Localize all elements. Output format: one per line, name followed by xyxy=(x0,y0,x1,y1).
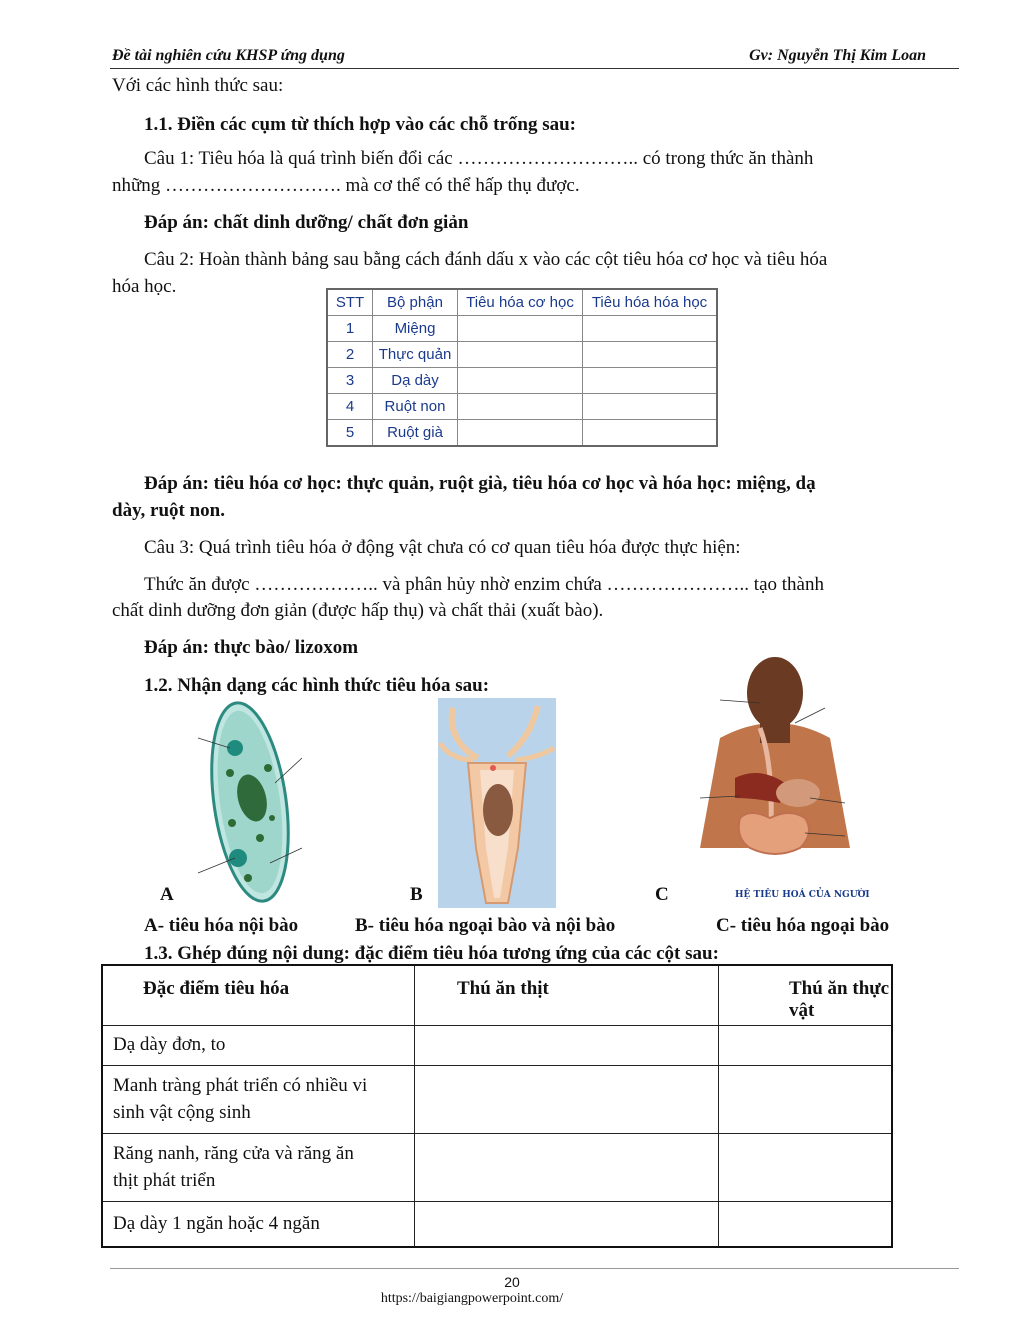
cell-carnivore[interactable] xyxy=(415,1133,719,1201)
col-chemical: Tiêu hóa hóa học xyxy=(583,289,718,316)
cell-herbivore[interactable] xyxy=(719,1133,893,1201)
table-row xyxy=(327,420,717,447)
table-row xyxy=(102,1133,892,1201)
cell-mechanical[interactable] xyxy=(458,368,583,394)
cell-carnivore[interactable] xyxy=(415,1025,719,1065)
cell-mechanical[interactable] xyxy=(458,316,583,342)
cell-organ: Miệng xyxy=(373,316,458,342)
cell-feature: Manh tràng phát triển có nhiều vi sinh vật cộng sinh xyxy=(102,1065,415,1133)
cell-stt: 3 xyxy=(327,368,373,394)
cell-mechanical[interactable] xyxy=(458,420,583,447)
cell-mechanical[interactable] xyxy=(458,394,583,420)
figure-answer-b: B- tiêu hóa ngoại bào và nội bào xyxy=(355,915,616,936)
question-3-answer: Đáp án: thực bào/ lizoxom xyxy=(144,637,359,658)
col-mechanical: Tiêu hóa cơ học xyxy=(458,289,583,316)
table-row xyxy=(102,1065,892,1133)
human-digestive-system-image xyxy=(680,648,870,908)
section-1-2-title: 1.2. Nhận dạng các hình thức tiêu hóa sau: xyxy=(144,675,490,696)
question-2-answer-line-2: dày, ruột non. xyxy=(112,500,225,521)
header-right: Gv: Nguyễn Thị Kim Loan xyxy=(749,47,926,64)
cell-stt: 2 xyxy=(327,342,373,368)
table-row xyxy=(327,316,717,342)
section-1-3-title: 1.3. Ghép đúng nội dung: đặc điểm tiêu hóa tương ứng của các cột sau: xyxy=(144,943,719,964)
col-feature: Đặc điểm tiêu hóa xyxy=(102,965,415,1025)
digestion-table xyxy=(326,288,718,447)
figure-label-b: B xyxy=(410,884,423,905)
cell-herbivore[interactable] xyxy=(719,1065,893,1133)
digestion-table-header xyxy=(327,289,717,316)
footer-url[interactable]: https://baigiangpowerpoint.com/ xyxy=(380,1291,564,1306)
cell-organ: Thực quản xyxy=(373,342,458,368)
cell-carnivore[interactable] xyxy=(415,1065,719,1133)
question-3-line-3: chất dinh dưỡng đơn giản (được hấp thụ) và chất thải (xuất bào). xyxy=(112,600,604,621)
cell-chemical[interactable] xyxy=(583,342,718,368)
cell-chemical[interactable] xyxy=(583,316,718,342)
question-2-line-2: hóa học. xyxy=(112,276,177,297)
col-stt: STT xyxy=(327,289,373,316)
cell-chemical[interactable] xyxy=(583,394,718,420)
header-divider xyxy=(110,68,959,69)
cell-organ: Dạ dày xyxy=(373,368,458,394)
table-row xyxy=(102,1201,892,1247)
cell-herbivore[interactable] xyxy=(719,1201,893,1247)
cell-chemical[interactable] xyxy=(583,368,718,394)
footer-divider xyxy=(110,1268,959,1269)
table-row xyxy=(327,394,717,420)
figure-label-a: A xyxy=(160,884,174,905)
question-1-line-2: những ………………………. mà cơ thể có thể hấp thụ được. xyxy=(112,175,580,196)
cell-feature: Dạ dày 1 ngăn hoặc 4 ngăn xyxy=(102,1201,415,1247)
cell-organ: Ruột non xyxy=(373,394,458,420)
question-2-answer-line-1: Đáp án: tiêu hóa cơ học: thực quản, ruột già, tiêu hóa cơ học và hóa học: miệng, dạ xyxy=(144,473,816,494)
header-left: Đề tài nghiên cứu KHSP ứng dụng xyxy=(112,47,345,64)
table-row xyxy=(102,1025,892,1065)
question-2-line-1: Câu 2: Hoàn thành bảng sau bằng cách đánh dấu x vào các cột tiêu hóa cơ học và tiêu hóa xyxy=(144,249,828,270)
question-3-line-2: Thức ăn được ……………….. và phân hủy nhờ enzim chứa ………………….. tạo thành xyxy=(144,574,824,595)
matching-table xyxy=(101,964,893,1248)
digestive-caption: HỆ TIÊU HOÁ CỦA NGƯỜI xyxy=(735,890,870,900)
cell-herbivore[interactable] xyxy=(719,1025,893,1065)
cell-stt: 5 xyxy=(327,420,373,447)
col-organ: Bộ phận xyxy=(373,289,458,316)
cell-feature: Răng nanh, răng cửa và răng ăn thịt phát triển xyxy=(102,1133,415,1201)
table-row xyxy=(327,368,717,394)
cell-organ: Ruột già xyxy=(373,420,458,447)
section-1-1-title: 1.1. Điền các cụm từ thích hợp vào các chỗ trống sau: xyxy=(144,114,576,135)
page-number: 20 xyxy=(504,1274,520,1290)
figure-label-c: C xyxy=(655,884,669,905)
question-3-line-1: Câu 3: Quá trình tiêu hóa ở động vật chưa có cơ quan tiêu hóa được thực hiện: xyxy=(144,537,741,558)
col-herbivore: Thú ăn thực vật xyxy=(719,965,893,1025)
paramecium-image xyxy=(190,698,310,910)
figure-answer-a: A- tiêu hóa nội bào xyxy=(144,915,299,936)
cell-stt: 4 xyxy=(327,394,373,420)
intro-text: Với các hình thức sau: xyxy=(112,75,284,96)
question-1-answer: Đáp án: chất dinh dưỡng/ chất đơn giản xyxy=(144,212,469,233)
cell-mechanical[interactable] xyxy=(458,342,583,368)
col-carnivore: Thú ăn thịt xyxy=(415,965,719,1025)
cell-carnivore[interactable] xyxy=(415,1201,719,1247)
cell-chemical[interactable] xyxy=(583,420,718,447)
question-1-line-1: Câu 1: Tiêu hóa là quá trình biến đổi các ……………………….. có trong thức ăn thành xyxy=(144,148,814,169)
hydra-image xyxy=(438,698,556,908)
figure-answer-c: C- tiêu hóa ngoại bào xyxy=(716,915,890,936)
cell-stt: 1 xyxy=(327,316,373,342)
cell-feature: Dạ dày đơn, to xyxy=(102,1025,415,1065)
table-row xyxy=(327,342,717,368)
matching-table-header xyxy=(102,965,892,1025)
